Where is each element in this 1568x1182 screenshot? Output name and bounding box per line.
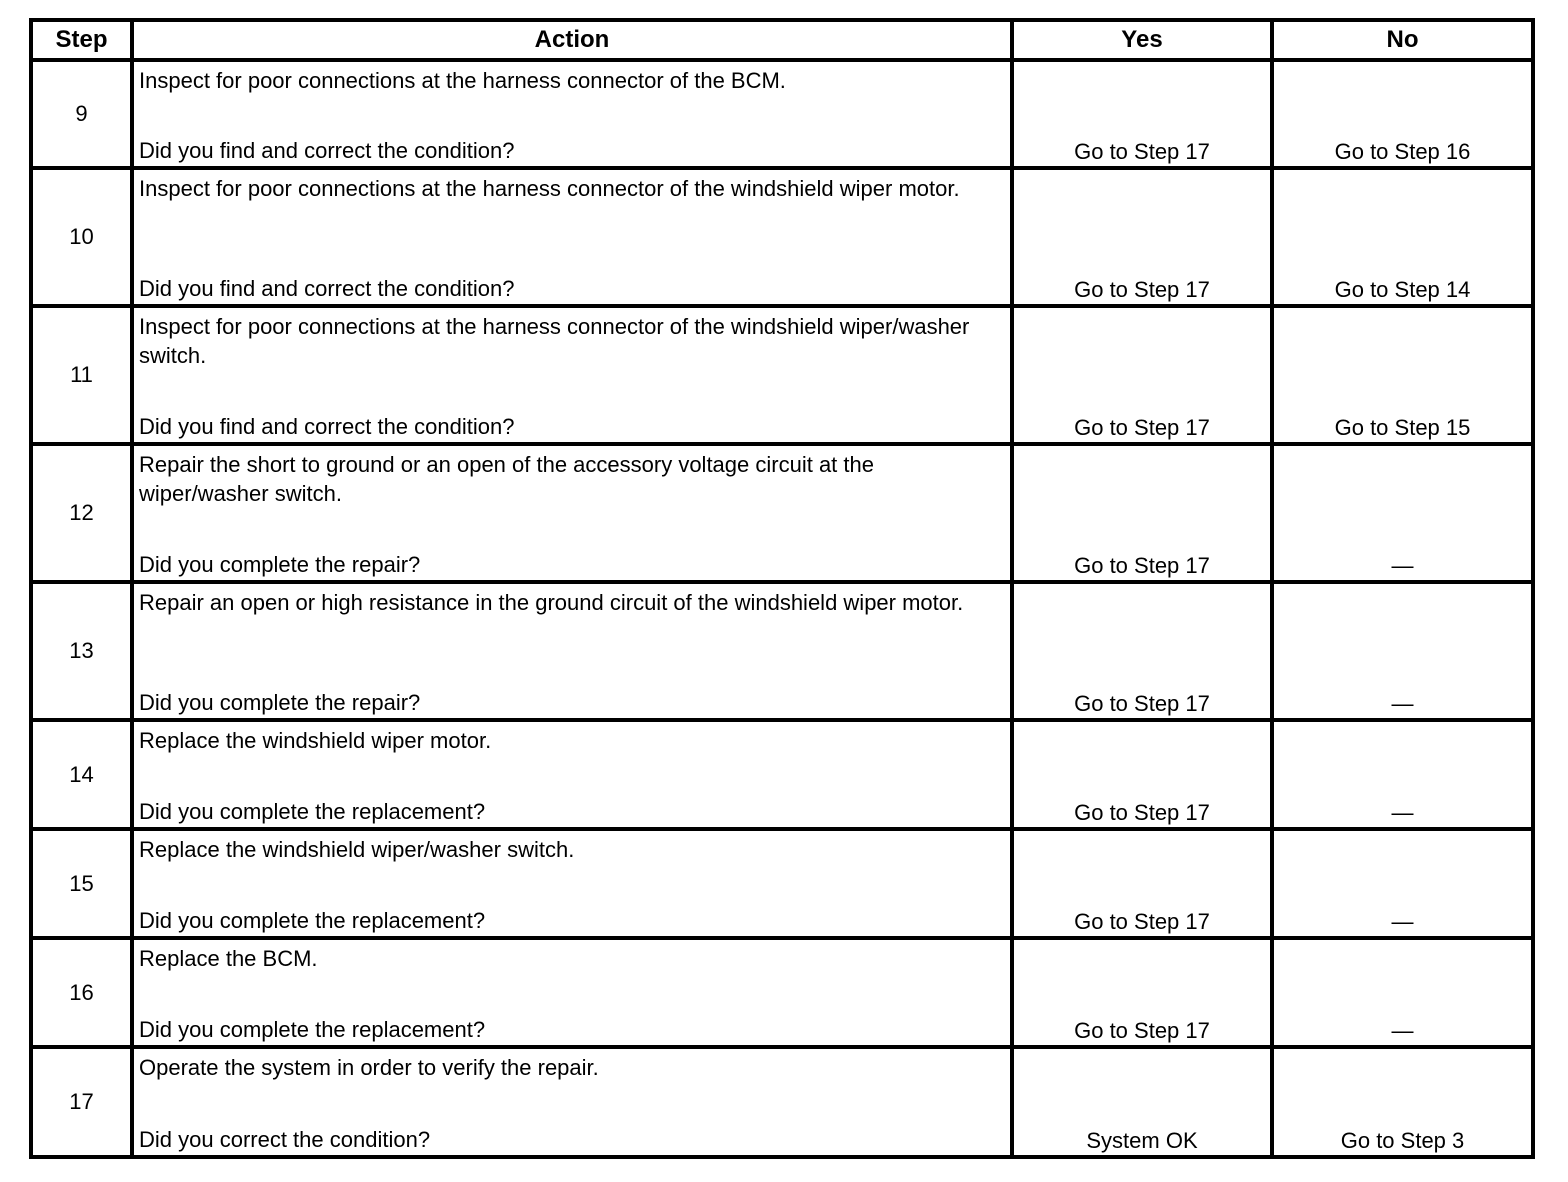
action-question: Did you complete the replacement? — [139, 908, 486, 933]
action-question: Did you find and correct the condition? — [139, 138, 515, 163]
step-number: 10 — [31, 168, 132, 306]
yes-result: System OK — [1012, 1047, 1272, 1157]
action-cell — [132, 938, 1012, 1047]
header-no: No — [1272, 20, 1533, 60]
step-number: 12 — [31, 444, 132, 582]
yes-result: Go to Step 17 — [1012, 60, 1272, 168]
diagnostic-table — [29, 18, 1535, 1159]
yes-result: Go to Step 17 — [1012, 938, 1272, 1047]
step-number: 11 — [31, 306, 132, 444]
action-question: Did you complete the repair? — [139, 690, 421, 715]
no-result: — — [1272, 829, 1533, 938]
table-header-row — [31, 20, 1533, 60]
yes-result: Go to Step 17 — [1012, 829, 1272, 938]
action-cell — [132, 829, 1012, 938]
action-instruction: Replace the windshield wiper/washer switch. — [139, 837, 575, 862]
yes-result: Go to Step 17 — [1012, 306, 1272, 444]
action-question: Did you complete the replacement? — [139, 1017, 486, 1042]
header-action: Action — [132, 20, 1012, 60]
action-instruction: Replace the BCM. — [139, 946, 318, 971]
action-instruction: Inspect for poor connections at the harness connector of the windshield wiper/washer switch. — [139, 314, 970, 368]
table-row — [31, 582, 1533, 720]
header-yes: Yes — [1012, 20, 1272, 60]
no-result: Go to Step 15 — [1272, 306, 1533, 444]
action-cell — [132, 168, 1012, 306]
table-row — [31, 444, 1533, 582]
step-number: 9 — [31, 60, 132, 168]
table-row — [31, 720, 1533, 829]
no-result: — — [1272, 444, 1533, 582]
action-cell — [132, 60, 1012, 168]
action-instruction: Inspect for poor connections at the harness connector of the windshield wiper motor. — [139, 176, 960, 201]
yes-result: Go to Step 17 — [1012, 720, 1272, 829]
action-question: Did you find and correct the condition? — [139, 276, 515, 301]
no-result: — — [1272, 720, 1533, 829]
step-number: 14 — [31, 720, 132, 829]
header-step: Step — [31, 20, 132, 60]
step-number: 17 — [31, 1047, 132, 1157]
yes-result: Go to Step 17 — [1012, 168, 1272, 306]
table-row — [31, 306, 1533, 444]
action-instruction: Replace the windshield wiper motor. — [139, 728, 492, 753]
action-instruction: Operate the system in order to verify the repair. — [139, 1055, 599, 1080]
action-cell — [132, 1047, 1012, 1157]
no-result: Go to Step 16 — [1272, 60, 1533, 168]
step-number: 15 — [31, 829, 132, 938]
no-result: Go to Step 14 — [1272, 168, 1533, 306]
yes-result: Go to Step 17 — [1012, 582, 1272, 720]
table-row — [31, 938, 1533, 1047]
action-instruction: Repair an open or high resistance in the ground circuit of the windshield wiper motor. — [139, 590, 964, 615]
table-row — [31, 1047, 1533, 1157]
action-instruction: Inspect for poor connections at the harness connector of the BCM. — [139, 68, 786, 93]
no-result: — — [1272, 582, 1533, 720]
action-cell — [132, 582, 1012, 720]
action-question: Did you correct the condition? — [139, 1127, 431, 1152]
no-result: — — [1272, 938, 1533, 1047]
action-cell — [132, 720, 1012, 829]
action-cell — [132, 306, 1012, 444]
yes-result: Go to Step 17 — [1012, 444, 1272, 582]
step-number: 16 — [31, 938, 132, 1047]
action-question: Did you complete the repair? — [139, 552, 421, 577]
action-question: Did you complete the replacement? — [139, 799, 486, 824]
table-row — [31, 829, 1533, 938]
table-row — [31, 168, 1533, 306]
table-row — [31, 60, 1533, 168]
no-result: Go to Step 3 — [1272, 1047, 1533, 1157]
action-instruction: Repair the short to ground or an open of the accessory voltage circuit at the wiper/washer switch. — [139, 452, 874, 506]
step-number: 13 — [31, 582, 132, 720]
action-question: Did you find and correct the condition? — [139, 414, 515, 439]
action-cell — [132, 444, 1012, 582]
